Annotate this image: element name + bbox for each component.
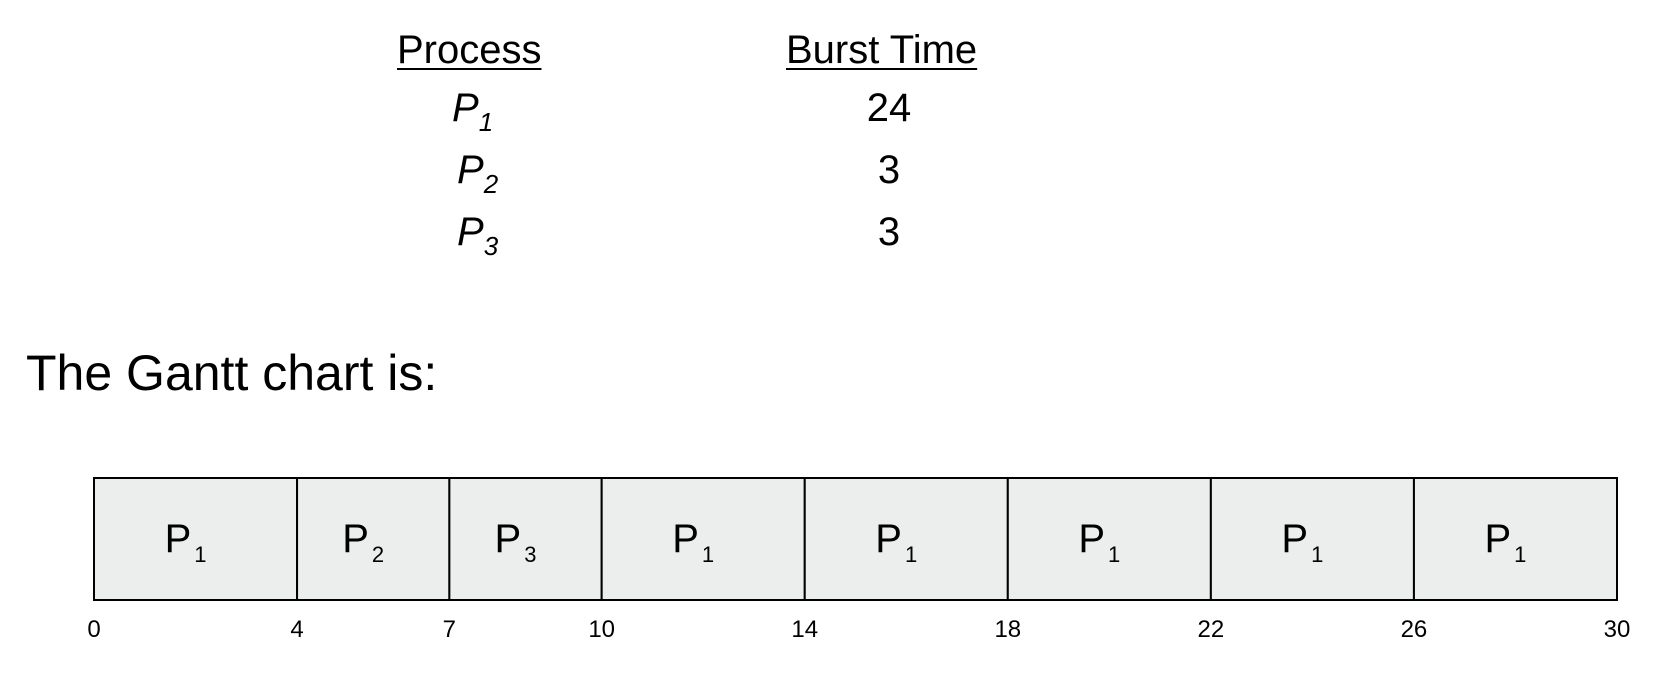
burst-time-value: 3 — [877, 210, 901, 254]
burst-time-value: 3 — [877, 148, 901, 192]
gantt-segment — [297, 478, 449, 600]
gantt-segment-label: P $_3$ — [494, 517, 537, 567]
gantt-segment-label: P $_1$ — [1078, 517, 1121, 567]
gantt-segment — [602, 478, 805, 600]
process-name: $P_1$ — [452, 86, 494, 137]
gantt-time-tick: 18 — [994, 616, 1022, 643]
gantt-time-tick: 30 — [1603, 616, 1631, 643]
gantt-time-tick: 10 — [588, 616, 616, 643]
gantt-segment-label: P $_1$ — [1484, 517, 1527, 567]
gantt-time-tick: 26 — [1400, 616, 1428, 643]
gantt-segment — [449, 478, 601, 600]
gantt-segment-label: P $_1$ — [164, 517, 207, 567]
process-name: $P_2$ — [457, 148, 499, 199]
gantt-time-tick: 14 — [791, 616, 819, 643]
gantt-segment-label: P $_2$ — [342, 517, 385, 567]
gantt-time-tick: 7 — [442, 616, 457, 643]
gantt-time-tick: 0 — [87, 616, 101, 643]
gantt-segment — [805, 478, 1008, 600]
gantt-segment — [1008, 478, 1211, 600]
process-column-header: Process — [397, 28, 542, 72]
gantt-time-tick: 22 — [1197, 616, 1225, 643]
gantt-segment-label: P $_1$ — [672, 517, 715, 567]
burst-time-value: 24 — [866, 86, 912, 130]
gantt-segment-label: P $_1$ — [1281, 517, 1324, 567]
burst-time-column-header: Burst Time — [786, 28, 978, 72]
gantt-segment-label: P $_1$ — [875, 517, 918, 567]
gantt-time-tick: 4 — [290, 616, 304, 643]
gantt-segment — [1414, 478, 1617, 600]
process-name: $P_3$ — [457, 210, 499, 261]
gantt-segment — [94, 478, 297, 600]
gantt-heading: The Gantt chart is: — [26, 345, 438, 401]
gantt-segment — [1211, 478, 1414, 600]
